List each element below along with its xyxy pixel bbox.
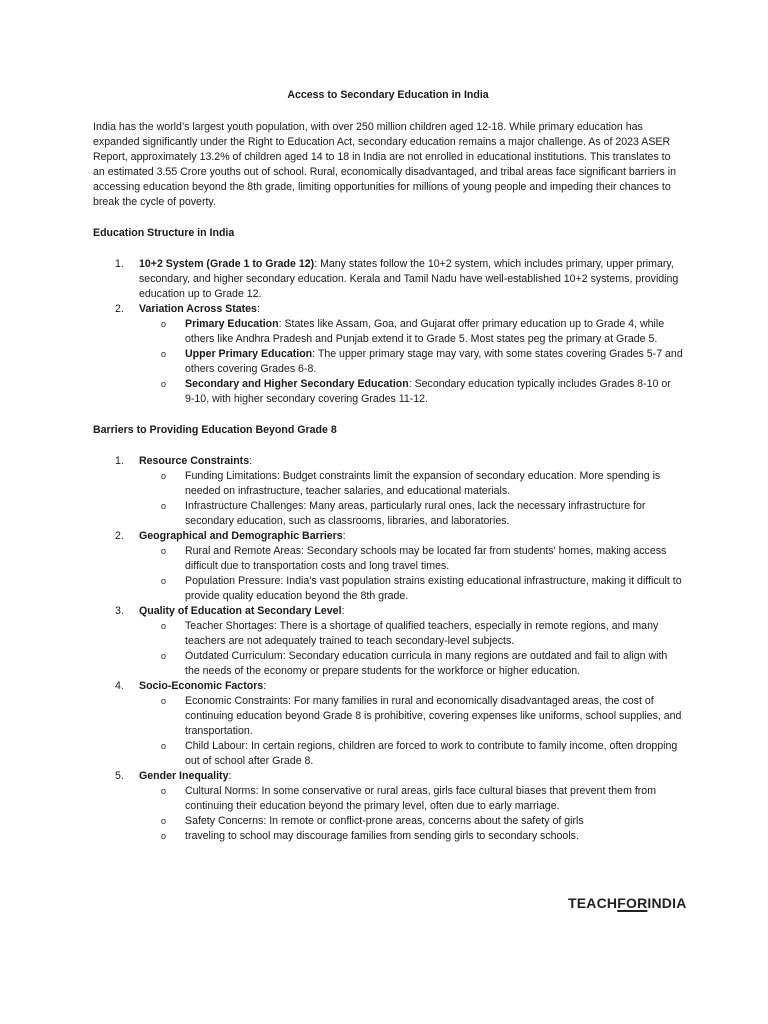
- list-item: [93, 769, 683, 844]
- teach-for-india-logo: [568, 896, 687, 911]
- item-lead: Quality of Education at Secondary Level: [139, 605, 342, 617]
- bullet-icon: o: [161, 696, 167, 706]
- sub-list-item: [139, 347, 683, 377]
- item-lead: Gender Inequality: [139, 770, 229, 782]
- sub-list-item: [139, 814, 683, 829]
- bullet-icon: o: [161, 379, 167, 389]
- bullet-icon: o: [161, 831, 167, 841]
- item-text: :: [342, 530, 346, 542]
- sub-item-text: Rural and Remote Areas: Secondary schools may be located far from students' homes, making access difficult due to transportation costs and long travel times.: [185, 545, 667, 572]
- sub-list-item: [139, 619, 683, 649]
- sub-item-text: traveling to school may discourage families from sending girls to secondary schools.: [185, 830, 579, 842]
- sub-item-text: Teacher Shortages: There is a shortage of qualified teachers, especially in remote regions, and many teachers are not adequately trained to teach secondary-level subjects.: [185, 620, 659, 647]
- sub-list: [139, 784, 683, 844]
- sub-list-item: [139, 784, 683, 814]
- item-text: :: [341, 605, 345, 617]
- bullet-icon: o: [161, 471, 167, 481]
- bullet-icon: o: [161, 651, 167, 661]
- item-text: :: [249, 455, 253, 467]
- sub-item-text: Child Labour: In certain regions, children are forced to work to contribute to family income, often dropping out of school after Grade 8.: [185, 740, 678, 767]
- list-number: 1.: [115, 258, 124, 270]
- bullet-icon: o: [161, 621, 167, 631]
- document-title: Access to Secondary Education in India: [287, 89, 489, 101]
- list-item: [93, 454, 683, 529]
- list-number: 5.: [115, 770, 124, 782]
- sub-list-item: [139, 377, 683, 407]
- sub-list-item: [139, 317, 683, 347]
- list-number: 4.: [115, 680, 124, 692]
- sub-item-text: Outdated Curriculum: Secondary education curricula in many regions are outdated and fail to align with the needs of the economy or prepare students for the workforce or higher education.: [185, 650, 668, 677]
- sub-list-item: [139, 574, 683, 604]
- sub-item-text: Economic Constraints: For many families in rural and economically disadvantaged areas, the cost of continuing education beyond Grade 8 is prohibitive, covering expenses like uniforms, school supplies, and transportation.: [185, 695, 682, 737]
- sub-list-item: [139, 829, 683, 844]
- list-item: [93, 529, 683, 604]
- structure-list: [93, 257, 683, 407]
- sub-list-item: [139, 694, 683, 739]
- sub-item-text: : The upper primary stage may vary, with some states covering Grades 5-7 and others covering Grades 6-8.: [185, 348, 683, 375]
- sub-list: [139, 619, 683, 679]
- barriers-heading: Barriers to Providing Education Beyond Grade 8: [93, 424, 337, 436]
- sub-item-lead: Primary Education: [185, 318, 279, 330]
- sub-list-item: [139, 649, 683, 679]
- list-number: 2.: [115, 303, 124, 315]
- item-lead: Resource Constraints: [139, 455, 250, 467]
- sub-item-text: : Secondary education typically includes Grades 8-10 or 9-10, with higher secondary covering Grades 11-12.: [185, 378, 671, 405]
- bullet-icon: o: [161, 741, 167, 751]
- sub-list: [139, 694, 683, 769]
- item-text: : Many states follow the 10+2 system, which includes primary, upper primary, secondary, and higher secondary education. Kerala and Tamil Nadu have well-established 10+2 systems, providing education up to Grade 12.: [139, 258, 679, 300]
- sub-list: [139, 469, 683, 529]
- list-item: [93, 302, 683, 407]
- logo-india: INDIA: [647, 895, 687, 911]
- sub-item-lead: Secondary and Higher Secondary Education: [185, 378, 409, 390]
- sub-list: [139, 544, 683, 604]
- item-lead: Geographical and Demographic Barriers: [139, 530, 343, 542]
- sub-item-text: Safety Concerns: In remote or conflict-prone areas, concerns about the safety of girls: [185, 815, 584, 827]
- sub-list-item: [139, 499, 683, 529]
- item-lead: Socio-Economic Factors: [139, 680, 264, 692]
- item-lead: 10+2 System (Grade 1 to Grade 12): [139, 258, 315, 270]
- sub-item-text: Infrastructure Challenges: Many areas, particularly rural ones, lack the necessary infrastructure for secondary education, such as classrooms, libraries, and laboratories.: [185, 500, 646, 527]
- logo-teach: TEACH: [568, 895, 618, 911]
- list-number: 3.: [115, 605, 124, 617]
- intro-paragraph: India has the world’s largest youth population, with over 250 million children aged 12-18. While primary education has expanded significantly under the Right to Education Act, secondary education remains a major challenge. As of 2023 ASER Report, approximately 13.2% of children aged 14 to 18 in India are not enrolled in educational institutions. This translates to an estimated 3.55 Crore youths out of school. Rural, economically disadvantaged, and tribal areas face significant barriers in accessing education beyond the 8th grade, limiting opportunities for millions of young people and impeding their chances to break the cycle of poverty.: [93, 121, 676, 208]
- sub-list: [139, 317, 683, 407]
- document-page: [93, 88, 683, 860]
- sub-item-text: Population Pressure: India’s vast population strains existing educational infrastructure, making it difficult to provide quality education beyond the 8th grade.: [185, 575, 682, 602]
- list-number: 1.: [115, 455, 124, 467]
- barriers-list: [93, 454, 683, 844]
- list-number: 2.: [115, 530, 124, 542]
- list-item: [93, 604, 683, 679]
- item-text: :: [256, 303, 260, 315]
- bullet-icon: o: [161, 576, 167, 586]
- bullet-icon: o: [161, 816, 167, 826]
- list-item: [93, 679, 683, 769]
- bullet-icon: o: [161, 501, 167, 511]
- bullet-icon: o: [161, 319, 167, 329]
- sub-list-item: [139, 739, 683, 769]
- item-text: :: [263, 680, 267, 692]
- structure-heading: Education Structure in India: [93, 227, 235, 239]
- list-item: [93, 257, 683, 302]
- logo-for: FOR: [617, 895, 648, 911]
- bullet-icon: o: [161, 546, 167, 556]
- sub-item-text: Funding Limitations: Budget constraints limit the expansion of secondary education. More spending is needed on infrastructure, teacher salaries, and educational materials.: [185, 470, 661, 497]
- sub-item-text: Cultural Norms: In some conservative or rural areas, girls face cultural biases that prevent them from continuing their education beyond the primary level, often due to early marriage.: [185, 785, 657, 812]
- item-lead: Variation Across States: [139, 303, 257, 315]
- sub-list-item: [139, 469, 683, 499]
- sub-item-lead: Upper Primary Education: [185, 348, 313, 360]
- item-text: :: [228, 770, 232, 782]
- bullet-icon: o: [161, 349, 167, 359]
- sub-item-text: : States like Assam, Goa, and Gujarat offer primary education up to Grade 4, while others like Andhra Pradesh and Punjab extend it to Grade 5. Most states peg the primary at Grade 5.: [185, 318, 665, 345]
- sub-list-item: [139, 544, 683, 574]
- bullet-icon: o: [161, 786, 167, 796]
